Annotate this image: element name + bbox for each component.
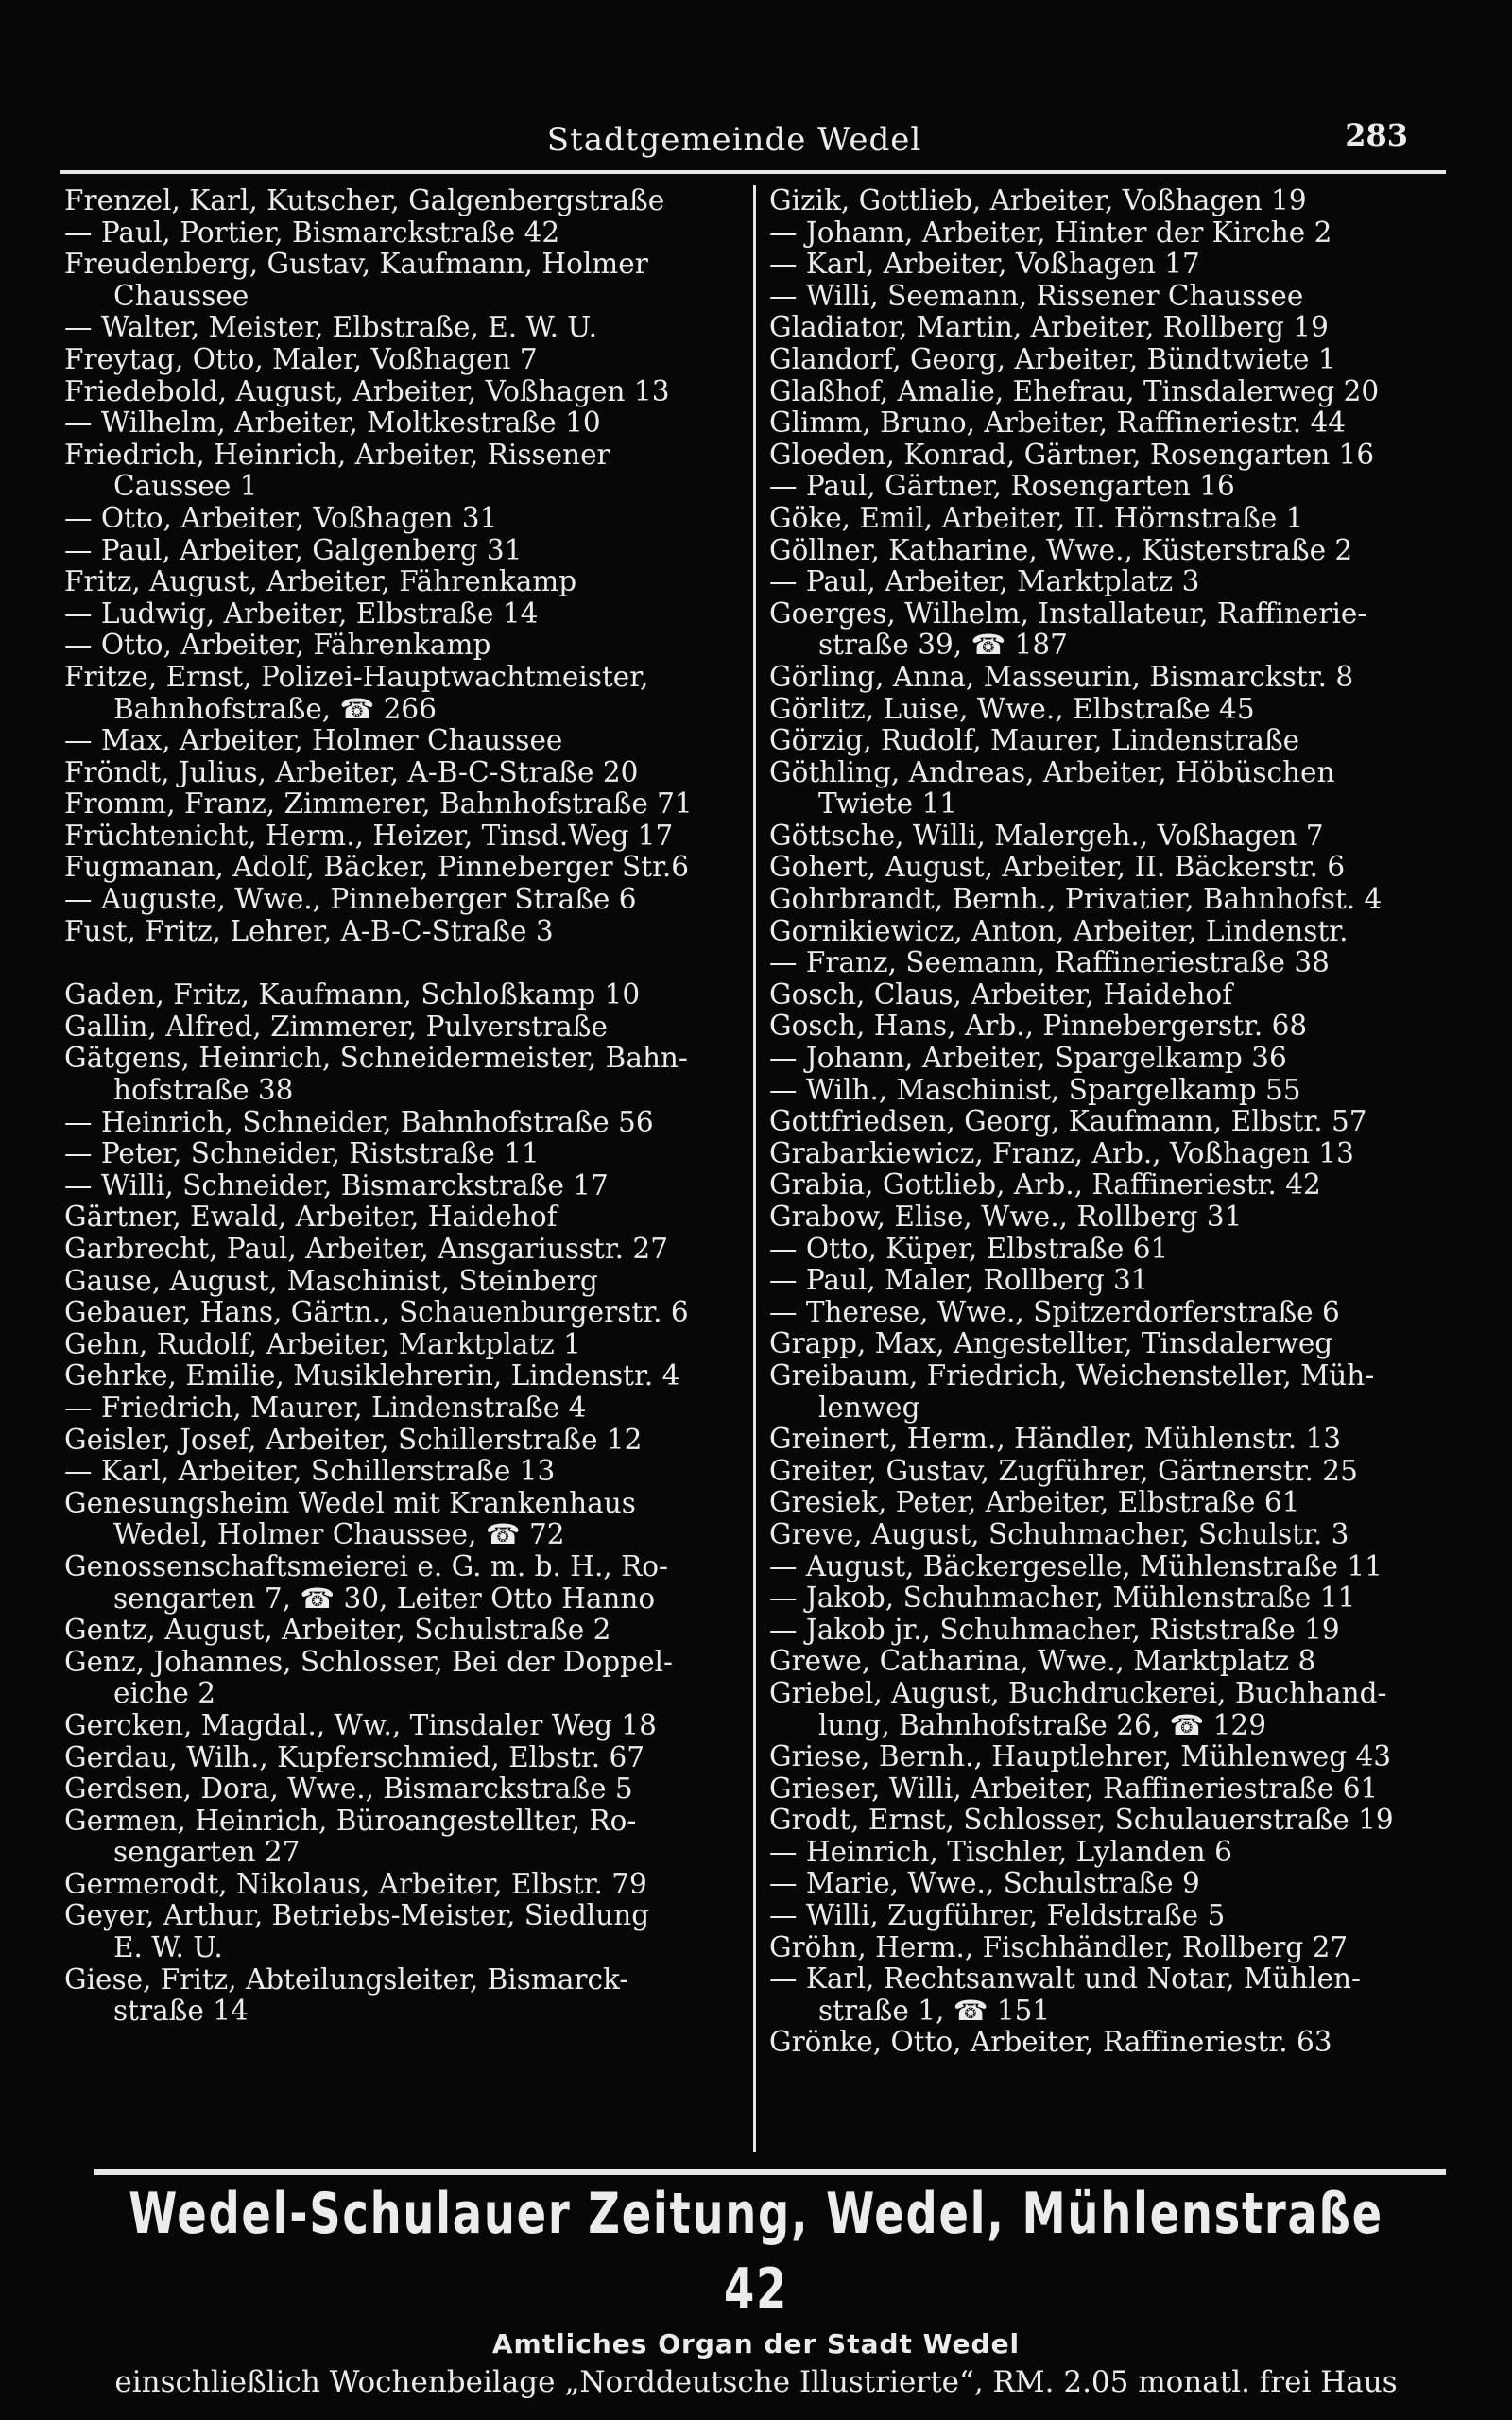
directory-entry <box>64 1011 745 1044</box>
entry-line: Geisler, Josef, Arbeiter, Schillerstraße 12 <box>64 1423 643 1456</box>
directory-entry <box>64 1170 745 1202</box>
entry-line: Göllner, Katharine, Wwe., Küsterstraße 2 <box>769 533 1353 566</box>
entry-line: Gloeden, Konrad, Gärtner, Rosengarten 16 <box>769 438 1375 471</box>
entry-line: Gosch, Hans, Arb., Pinnebergerstr. 68 <box>769 1010 1308 1043</box>
footer-rule <box>94 2169 1446 2175</box>
directory-entry <box>64 1710 745 1742</box>
directory-entry <box>769 1265 1465 1297</box>
directory-entry <box>64 1869 745 1901</box>
entry-line: — Karl, Rechtsanwalt und Notar, Mühlen- <box>769 1962 1362 1996</box>
entry-line: Fritz, August, Arbeiter, Fährenkamp <box>64 565 577 598</box>
advertisement-name: Wedel-Schulauer Zeitung, Wedel, Mühlenstraße 42 <box>129 2181 1383 2323</box>
directory-entry <box>769 1963 1465 2027</box>
directory-entry <box>64 788 745 821</box>
entry-line: Freudenberg, Gustav, Kaufmann, Holmer <box>64 248 648 281</box>
directory-entry <box>64 1201 745 1234</box>
entry-line: Göttsche, Willi, Malergeh., Voßhagen 7 <box>769 819 1324 852</box>
entry-line: Germen, Heinrich, Büroangestellter, Ro- <box>64 1804 637 1837</box>
directory-entry <box>64 1773 745 1806</box>
directory-entry <box>64 1266 745 1298</box>
entry-line: Grabow, Elise, Wwe., Rollberg 31 <box>769 1201 1243 1233</box>
entry-line: Gärtner, Ewald, Arbeiter, Haidehof <box>64 1201 558 1234</box>
directory-entry <box>769 1837 1465 1869</box>
entry-line: Früchtenicht, Herm., Heizer, Tinsd.Weg 17 <box>64 819 674 852</box>
entry-line: Greinert, Herm., Händler, Mühlenstr. 13 <box>769 1423 1342 1456</box>
directory-entry <box>769 249 1465 281</box>
entry-continuation: sengarten 7, ☎ 30, Leiter Otto Hanno <box>113 1582 656 1615</box>
directory-entry <box>64 503 745 535</box>
entry-line: — Wilhelm, Arbeiter, Moltkestraße 10 <box>64 406 601 440</box>
entry-line: — Max, Arbeiter, Holmer Chaussee <box>64 724 563 757</box>
entry-continuation: straße 14 <box>113 1995 249 2028</box>
directory-entry <box>769 1106 1465 1138</box>
directory-entry <box>64 1138 745 1170</box>
directory-entry <box>64 1043 745 1106</box>
directory-entry <box>769 1582 1465 1615</box>
entry-line: — Jakob, Schuhmacher, Mühlenstraße 11 <box>769 1582 1356 1615</box>
directory-entry <box>64 440 745 503</box>
entry-line: — Paul, Portier, Bismarckstraße 42 <box>64 216 560 249</box>
entry-continuation: lung, Bahnhofstraße 26, ☎ 129 <box>818 1708 1266 1741</box>
entry-line: — Paul, Arbeiter, Marktplatz 3 <box>769 565 1200 598</box>
entry-line: — Jakob jr., Schuhmacher, Riststraße 19 <box>769 1613 1340 1646</box>
directory-entry <box>769 1043 1465 1075</box>
entry-line: — Otto, Küper, Elbstraße 61 <box>769 1232 1169 1265</box>
entry-line: Greibaum, Friedrich, Weichensteller, Müh- <box>769 1358 1375 1392</box>
entry-line: — Auguste, Wwe., Pinneberger Straße 6 <box>64 883 637 916</box>
entry-continuation: Caussee 1 <box>113 470 258 503</box>
page-number: 283 <box>1345 117 1408 153</box>
entry-line: Genz, Johannes, Schlosser, Bei der Doppel- <box>64 1645 673 1678</box>
entry-line: Göthling, Andreas, Arbeiter, Höbüschen <box>769 755 1335 788</box>
directory-entry <box>64 598 745 631</box>
entry-continuation: lenweg <box>818 1391 920 1424</box>
directory-entry <box>769 1487 1465 1519</box>
directory-entry <box>769 1868 1465 1900</box>
directory-entry <box>769 821 1465 853</box>
entry-line: Gladiator, Martin, Arbeiter, Rollberg 19 <box>769 311 1329 344</box>
directory-entry <box>769 916 1465 948</box>
entry-continuation: straße 39, ☎ 187 <box>818 629 1068 662</box>
directory-entry <box>769 1138 1465 1170</box>
directory-entry <box>64 185 745 217</box>
directory-entry <box>769 1234 1465 1266</box>
directory-entry <box>64 1456 745 1488</box>
entry-line: — Therese, Wwe., Spitzerdorferstraße 6 <box>769 1295 1340 1328</box>
entry-line: Freytag, Otto, Maler, Voßhagen 7 <box>64 342 538 375</box>
entry-line: Geyer, Arthur, Betriebs-Meister, Siedlung <box>64 1899 650 1932</box>
entry-line: Gröhn, Herm., Fischhändler, Rollberg 27 <box>769 1930 1349 1963</box>
directory-entry <box>769 1297 1465 1329</box>
directory-entry <box>769 535 1465 567</box>
directory-entry <box>64 312 745 344</box>
entry-line: Garbrecht, Paul, Arbeiter, Ansgariusstr. 27 <box>64 1233 668 1265</box>
directory-entry <box>769 1932 1465 1964</box>
entry-line: — Johann, Arbeiter, Spargelkamp 36 <box>769 1042 1287 1075</box>
entry-continuation: E. W. U. <box>113 1931 223 1964</box>
entry-line: Fritze, Ernst, Polizei-Hauptwachtmeister, <box>64 660 649 693</box>
directory-entry <box>769 1360 1465 1424</box>
entry-line: Görzig, Rudolf, Maurer, Lindenstraße <box>769 724 1300 757</box>
directory-entry <box>64 1329 745 1361</box>
entry-line: Frenzel, Karl, Kutscher, Galgenbergstraße <box>64 184 665 216</box>
directory-entry <box>769 312 1465 344</box>
entry-continuation: Bahnhofstraße, ☎ 266 <box>113 692 437 725</box>
entry-continuation: straße 1, ☎ 151 <box>818 1994 1051 2027</box>
directory-entry <box>769 1646 1465 1678</box>
directory-entry <box>64 662 745 725</box>
entry-line: — Friedrich, Maurer, Lindenstraße 4 <box>64 1391 587 1424</box>
entry-line: — Karl, Arbeiter, Schillerstraße 13 <box>64 1455 556 1488</box>
directory-entry <box>769 662 1465 694</box>
entry-line: Grabarkiewicz, Franz, Arb., Voßhagen 13 <box>769 1136 1354 1169</box>
entry-line: Genossenschaftsmeierei e. G. m. b. H., Ro- <box>64 1549 669 1582</box>
header-rule <box>60 170 1446 174</box>
entry-line: — Ludwig, Arbeiter, Elbstraße 14 <box>64 596 539 630</box>
entry-line: — Marie, Wwe., Schulstraße 9 <box>769 1867 1200 1900</box>
directory-entry <box>64 1551 745 1615</box>
directory-entry <box>64 821 745 853</box>
entry-line: — Wilh., Maschinist, Spargelkamp 55 <box>769 1073 1301 1106</box>
directory-entry <box>769 503 1465 535</box>
entry-line: Genesungsheim Wedel mit Krankenhaus <box>64 1486 636 1519</box>
directory-entry <box>769 979 1465 1011</box>
directory-entry <box>64 1360 745 1392</box>
entry-line: Griese, Bernh., Hauptlehrer, Mühlenweg 43 <box>769 1740 1392 1773</box>
directory-entry <box>769 852 1465 884</box>
entry-line: Gebauer, Hans, Gärtn., Schauenburgerstr. 6 <box>64 1296 689 1329</box>
advertisement-info: einschließlich Wochenbeilage „Norddeutsche Illustrierte“, RM. 2.05 monatl. frei Haus <box>114 2365 1398 2399</box>
directory-entry <box>769 1075 1465 1107</box>
directory-entry <box>64 566 745 598</box>
entry-line: Glaßhof, Amalie, Ehefrau, Tinsdalerweg 20 <box>769 374 1380 407</box>
directory-entry <box>769 344 1465 376</box>
directory-entry <box>64 535 745 567</box>
directory-entry <box>64 1297 745 1329</box>
entry-line: Grewe, Catharina, Wwe., Marktplatz 8 <box>769 1645 1316 1678</box>
advertisement-organ: Amtliches Organ der Stadt Wedel <box>491 2328 1021 2360</box>
entry-line: — Willi, Seemann, Rissener Chaussee <box>769 279 1304 312</box>
directory-entry <box>769 694 1465 726</box>
directory-entry <box>769 1678 1465 1741</box>
entry-line: Gosch, Claus, Arbeiter, Haidehof <box>769 977 1233 1011</box>
directory-entry <box>64 1742 745 1774</box>
directory-entry <box>64 1900 745 1963</box>
column-divider <box>753 185 756 2152</box>
entry-line: Glimm, Bruno, Arbeiter, Raffineriestr. 44 <box>769 406 1347 440</box>
entry-line: Greve, August, Schuhmacher, Schulstr. 3 <box>769 1517 1349 1550</box>
directory-entry <box>769 1424 1465 1456</box>
entry-line: Gallin, Alfred, Zimmerer, Pulverstraße <box>64 1010 608 1043</box>
entry-line: Gottfriedsen, Georg, Kaufmann, Elbstr. 57 <box>769 1105 1367 1138</box>
entry-line: Grodt, Ernst, Schlosser, Schulauerstraße 19 <box>769 1804 1394 1837</box>
directory-entry <box>64 1488 745 1551</box>
directory-entry <box>64 1234 745 1266</box>
directory-entry <box>769 1201 1465 1234</box>
directory-entry <box>769 1328 1465 1360</box>
entry-line: Gercken, Magdal., Ww., Tinsdaler Weg 18 <box>64 1708 657 1741</box>
directory-entry <box>769 1011 1465 1043</box>
entry-line: Glandorf, Georg, Arbeiter, Bündtwiete 1 <box>769 342 1336 375</box>
directory-entry <box>64 916 745 948</box>
directory-entry <box>64 1107 745 1139</box>
page-title: Stadtgemeinde Wedel <box>546 121 922 159</box>
entry-line: — Otto, Arbeiter, Fährenkamp <box>64 629 491 662</box>
directory-entry <box>769 217 1465 250</box>
section-gap <box>64 947 745 979</box>
entry-line: — Karl, Arbeiter, Voßhagen 17 <box>769 248 1200 281</box>
entry-line: Fromm, Franz, Zimmerer, Bahnhofstraße 71 <box>64 787 693 821</box>
entry-line: Gohrbrandt, Bernh., Privatier, Bahnhofst. 4 <box>769 883 1383 916</box>
entry-line: Grönke, Otto, Arbeiter, Raffineriestr. 63 <box>769 2026 1332 2059</box>
directory-entry <box>769 598 1465 662</box>
entry-line: Goerges, Wilhelm, Installateur, Raffinerie- <box>769 596 1367 630</box>
entry-line: Göke, Emil, Arbeiter, II. Hörnstraße 1 <box>769 501 1304 534</box>
entry-line: — Heinrich, Schneider, Bahnhofstraße 56 <box>64 1105 654 1138</box>
directory-entry <box>769 185 1465 217</box>
directory-entry <box>64 884 745 916</box>
directory-entry <box>769 884 1465 916</box>
page-header <box>60 113 1408 170</box>
directory-entry <box>769 1741 1465 1773</box>
directory-entry <box>64 1615 745 1647</box>
directory-entry <box>769 1900 1465 1932</box>
directory-entry <box>64 725 745 757</box>
directory-entry <box>769 1169 1465 1201</box>
entry-line: Gause, August, Maschinist, Steinberg <box>64 1264 598 1297</box>
directory-entry <box>64 249 745 312</box>
entry-line: — Otto, Arbeiter, Voßhagen 31 <box>64 501 498 534</box>
directory-entry <box>769 440 1465 472</box>
directory-entry <box>64 407 745 440</box>
right-column <box>769 185 1465 2059</box>
directory-entry <box>64 1392 745 1425</box>
entry-line: Gresiek, Peter, Arbeiter, Elbstraße 61 <box>769 1486 1300 1519</box>
directory-entry <box>64 1806 745 1869</box>
entry-line: Greiter, Gustav, Zugführer, Gärtnerstr. 25 <box>769 1454 1358 1487</box>
entry-line: Gizik, Gottlieb, Arbeiter, Voßhagen 19 <box>769 184 1307 216</box>
entry-continuation: eiche 2 <box>113 1677 216 1710</box>
directory-entry <box>769 1615 1465 1647</box>
directory-entry <box>769 471 1465 503</box>
entry-continuation: Chaussee <box>113 279 249 312</box>
entry-continuation: Twiete 11 <box>818 787 957 821</box>
entry-line: Gentz, August, Arbeiter, Schulstraße 2 <box>64 1614 611 1647</box>
directory-entry <box>64 1964 745 2028</box>
newspaper-advertisement <box>0 2176 1512 2403</box>
entry-line: Grapp, Max, Angestellter, Tinsdalerweg <box>769 1327 1333 1360</box>
entry-line: Fugmanan, Adolf, Bäcker, Pinneberger Str.6 <box>64 851 690 884</box>
entry-line: — Peter, Schneider, Riststraße 11 <box>64 1137 540 1170</box>
directory-entry <box>64 217 745 250</box>
entry-line: Gornikiewicz, Anton, Arbeiter, Lindenstr. <box>769 914 1349 947</box>
entry-line: Friedrich, Heinrich, Arbeiter, Rissener <box>64 438 610 471</box>
entry-line: Griebel, August, Buchdruckerei, Buchhand- <box>769 1676 1387 1709</box>
directory-entry <box>64 1647 745 1710</box>
directory-entry <box>64 1425 745 1457</box>
directory-entry <box>64 979 745 1011</box>
entry-line: — Franz, Seemann, Raffineriestraße 38 <box>769 946 1330 979</box>
directory-entry <box>769 566 1465 598</box>
entry-line: Grabia, Gottlieb, Arb., Raffineriestr. 42 <box>769 1168 1321 1201</box>
entry-line: Gaden, Fritz, Kaufmann, Schloßkamp 10 <box>64 978 641 1011</box>
directory-entry <box>769 1519 1465 1551</box>
entry-line: — Heinrich, Tischler, Lylanden 6 <box>769 1835 1232 1868</box>
entry-line: Giese, Fritz, Abteilungsleiter, Bismarck- <box>64 1962 629 1996</box>
left-column <box>64 185 745 2028</box>
entry-line: Gätgens, Heinrich, Schneidermeister, Bahn- <box>64 1042 688 1075</box>
entry-line: Gerdau, Wilh., Kupferschmied, Elbstr. 67 <box>64 1740 645 1773</box>
directory-entry <box>769 281 1465 313</box>
entry-line: Fröndt, Julius, Arbeiter, A-B-C-Straße 20 <box>64 755 639 788</box>
entry-line: — Johann, Arbeiter, Hinter der Kirche 2 <box>769 216 1332 249</box>
directory-entry <box>769 1773 1465 1806</box>
entry-line: — Paul, Gärtner, Rosengarten 16 <box>769 470 1235 503</box>
entry-line: — August, Bäckergeselle, Mühlenstraße 11 <box>769 1549 1383 1582</box>
entry-line: Görlitz, Luise, Wwe., Elbstraße 45 <box>769 692 1255 725</box>
directory-entry <box>769 757 1465 821</box>
entry-line: Gerdsen, Dora, Wwe., Bismarckstraße 5 <box>64 1772 633 1806</box>
entry-line: — Willi, Schneider, Bismarckstraße 17 <box>64 1168 609 1201</box>
entry-line: Gohert, August, Arbeiter, II. Bäckerstr. 6 <box>769 851 1346 884</box>
entry-line: Friedebold, August, Arbeiter, Voßhagen 13 <box>64 374 670 407</box>
directory-entry <box>64 757 745 789</box>
directory-entry <box>769 725 1465 757</box>
entry-line: Germerodt, Nikolaus, Arbeiter, Elbstr. 79 <box>64 1867 647 1900</box>
entry-continuation: Wedel, Holmer Chaussee, ☎ 72 <box>113 1518 565 1551</box>
entry-line: Görling, Anna, Masseurin, Bismarckstr. 8 <box>769 660 1354 693</box>
directory-entry <box>769 1805 1465 1837</box>
entry-line: Gehn, Rudolf, Arbeiter, Marktplatz 1 <box>64 1327 581 1360</box>
directory-entry <box>769 1456 1465 1488</box>
directory-entry <box>769 2027 1465 2059</box>
directory-entry <box>64 852 745 884</box>
directory-entry <box>64 630 745 662</box>
directory-entry <box>769 947 1465 979</box>
entry-line: — Willi, Zugführer, Feldstraße 5 <box>769 1899 1226 1932</box>
entry-line: Fust, Fritz, Lehrer, A-B-C-Straße 3 <box>64 914 554 947</box>
entry-line: — Walter, Meister, Elbstraße, E. W. U. <box>64 311 597 344</box>
entry-continuation: sengarten 27 <box>113 1836 301 1869</box>
directory-entry <box>769 407 1465 440</box>
entry-line: — Paul, Maler, Rollberg 31 <box>769 1264 1149 1297</box>
entry-line: Gehrke, Emilie, Musiklehrerin, Lindenstr. 4 <box>64 1359 680 1392</box>
directory-entry <box>64 376 745 408</box>
directory-entry <box>64 344 745 376</box>
entry-line: Grieser, Willi, Arbeiter, Raffineriestraße 61 <box>769 1772 1379 1805</box>
entry-continuation: hofstraße 38 <box>113 1074 294 1107</box>
entry-line: — Paul, Arbeiter, Galgenberg 31 <box>64 533 523 566</box>
directory-entry <box>769 376 1465 408</box>
directory-entry <box>769 1551 1465 1583</box>
